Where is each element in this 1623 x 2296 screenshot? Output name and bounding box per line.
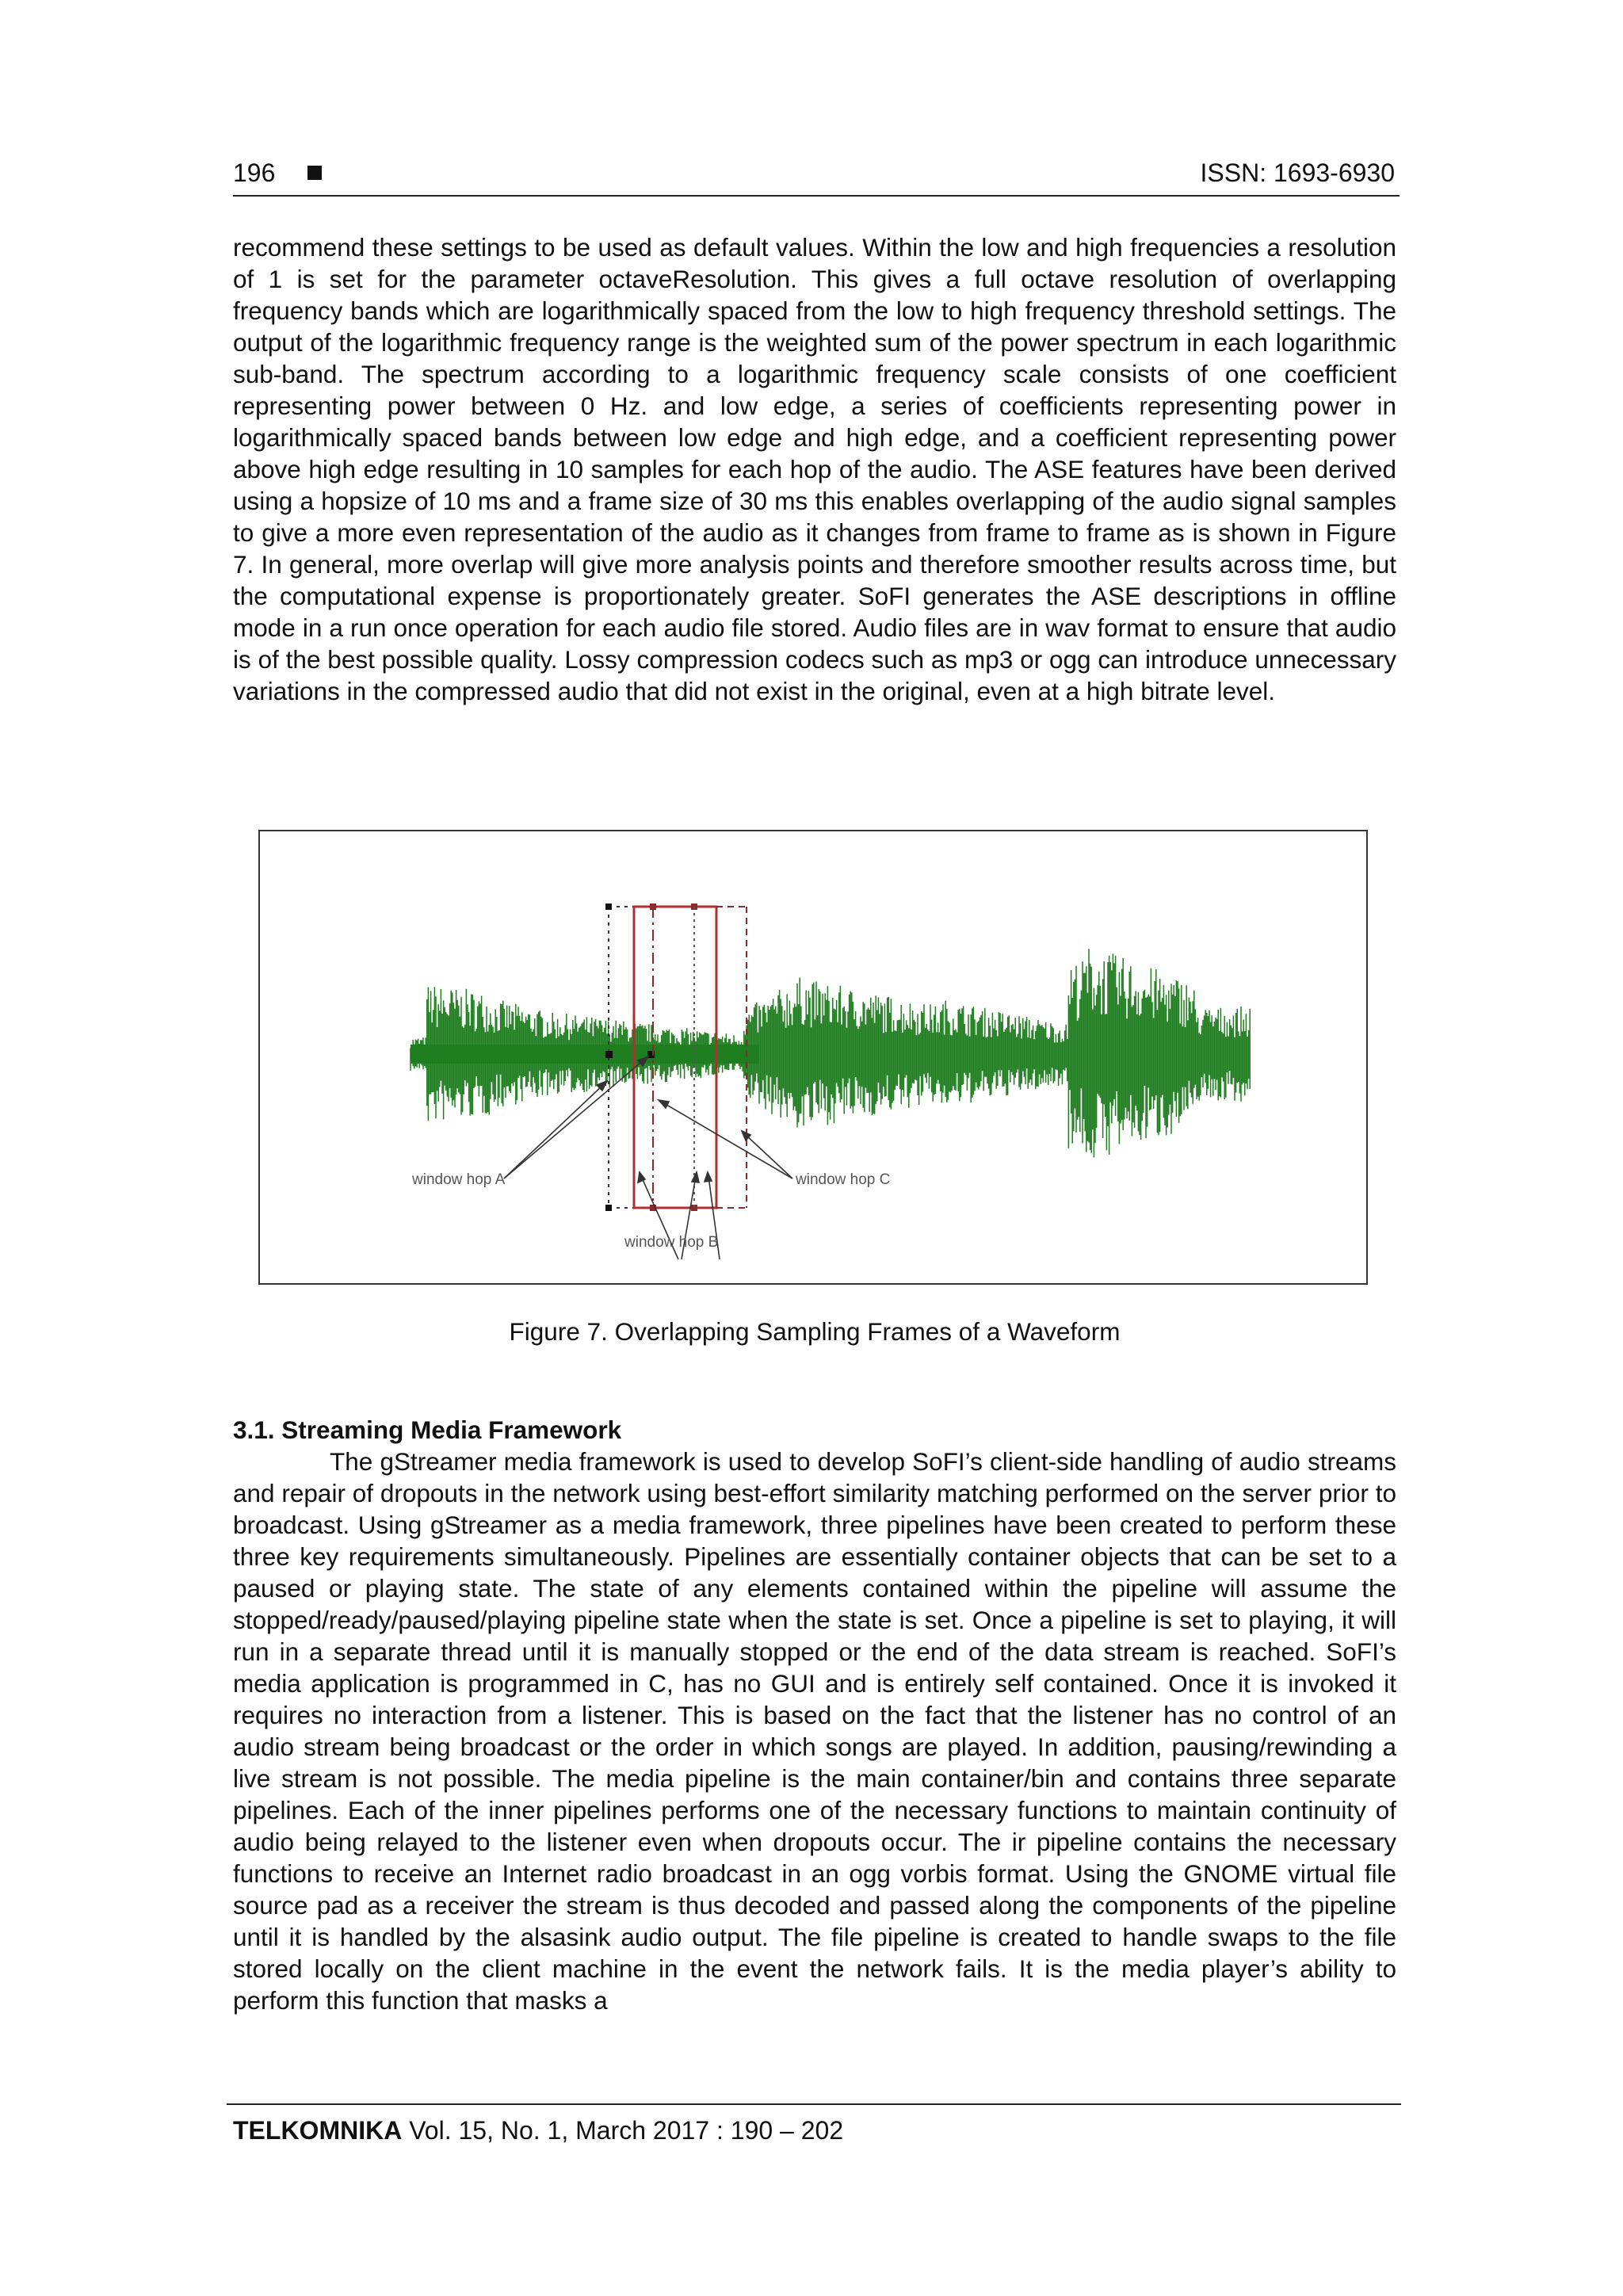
issn-label: ISSN: 1693-6930 — [1200, 159, 1395, 187]
label-window-hop-c: window hop C — [796, 1171, 891, 1188]
volume-citation: Vol. 15, No. 1, March 2017 : 190 – 202 — [409, 2116, 844, 2145]
body-paragraph-2 — [233, 1446, 1396, 2016]
body-paragraph-2-text: The gStreamer media framework is used to develop SoFI’s client-side handling of audio streams and repair of dropouts in the network using best-effort similarity matching performed on the server prior to broadcast. Using gStreamer as a media framework, three pipelines have been created to perform these three key requirements simultaneously. Pipelines are essentially container objects that can be set to a paused or playing state. The state of any elements contained within the pipeline will assume the stopped/ready/paused/playing pipeline state when the state is set. Once a pipeline is set to playing, it will run in a separate thread until it is manually stopped or the end of the data stream is reached. SoFI’s media application is programmed in C, has no GUI and is entirely self contained. Once it is invoked it requires no interaction from a listener. This is based on the fact that the listener has no control of an audio stream being broadcast or the order in which songs are played. In addition, pausing/rewinding a live stream is not possible. The media pipeline is the main container/bin and contains three separate pipelines. Each of the inner pipelines performs one of the necessary functions to maintain continuity of audio being relayed to the listener even when dropouts occur. The ir pipeline contains the necessary functions to receive an Internet radio broadcast in an ogg vorbis format. Using the GNOME virtual file source pad as a receiver the stream is thus decoded and passed along the components of the pipeline until it is handled by the alsasink audio output. The file pipeline is created to handle swaps to the file stored locally on the client machine in the event the network fails. It is the media player’s ability to perform this function that masks a — [233, 1447, 1396, 2015]
label-window-hop-a: window hop A — [412, 1171, 506, 1188]
journal-name: TELKOMNIKA — [233, 2116, 403, 2145]
square-bullet-icon — [307, 166, 322, 180]
running-header — [233, 155, 1400, 197]
figure-caption: Figure 7. Overlapping Sampling Frames of a Waveform — [509, 1317, 1121, 1346]
page-number: 196 — [233, 159, 276, 187]
waveform-trace — [411, 949, 1250, 1157]
figure-7 — [258, 830, 1368, 1285]
waveform-diagram — [260, 831, 1366, 1283]
label-window-hop-b: window hop B — [624, 1234, 719, 1251]
section-heading: 3.1. Streaming Media Framework — [233, 1415, 622, 1444]
waveform-core-band — [411, 1045, 759, 1064]
running-footer — [233, 2113, 843, 2148]
footer-rule — [227, 2103, 1401, 2105]
body-paragraph-1: recommend these settings to be used as default values. Within the low and high frequencies a resolution of 1 is set for the parameter octaveResolution. This gives a full octave resolution of overlapping frequency bands which are logarithmically spaced from the low to high frequency threshold settings. The output of the logarithmic frequency range is the weighted sum of the power spectrum in each logarithmic sub-band. The spectrum according to a logarithmic frequency scale consists of one coefficient representing power between 0 Hz. and low edge, a series of coefficients representing power in logarithmically spaced bands between low edge and high edge, and a coefficient representing power above high edge resulting in 10 samples for each hop of the audio. The ASE features have been derived using a hopsize of 10 ms and a frame size of 30 ms this enables overlapping of the audio signal samples to give a more even representation of the audio as it changes from frame to frame as is shown in Figure 7. In general, more overlap will give more analysis points and therefore smoother results across time, but the computational expense is proportionately greater. SoFI generates the ASE descriptions in offline mode in a run once operation for each audio file stored. Audio files are in wav format to ensure that audio is of the best possible quality. Lossy compression codecs such as mp3 or ogg can introduce unnecessary variations in the compressed audio that did not exist in the original, even at a high bitrate level. — [233, 233, 1396, 705]
